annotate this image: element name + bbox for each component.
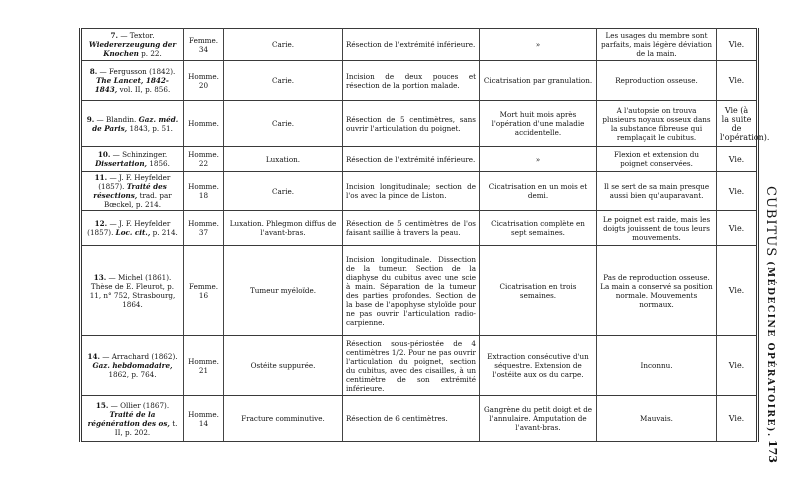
source-reference: 8. — Fergusson (1842). The Lancet, 1842-1843, vol. II, p. 856.: [89, 67, 176, 94]
outcome-text: Vie.: [728, 76, 745, 85]
table-row: [81, 172, 758, 211]
patient-age: 22: [198, 159, 209, 168]
outcome-cell: [717, 211, 758, 246]
case-number: 14.: [87, 352, 100, 361]
result-cell: [597, 396, 717, 442]
disease-text: Luxation.: [265, 154, 301, 164]
source-reference: 12. — J. F. Heyfelder (1857). Loc. cit., p. 214.: [87, 219, 178, 237]
suites-text: Cicatrisation en un mois et demi.: [488, 182, 588, 200]
table-row: [81, 101, 758, 147]
suites-cell: [480, 172, 597, 211]
case-author: Schinzinger.: [122, 150, 168, 159]
outcome-cell: [717, 246, 758, 336]
running-head: [763, 186, 778, 438]
operation-text: Résection sous-périostée de 4 centimètres 1/2. Pour ne pas ouvrir l'articulation du poignet, section du cubitus, avec des cisailles, à un centimètre de son extrémité inférieure.: [346, 338, 476, 393]
source-reference: 11. — J. F. Heyfelder (1857). Traité des résections, trad. par Bœckel, p. 214.: [93, 173, 172, 209]
source-page: t. II, p. 202.: [114, 418, 178, 437]
case-author: Textor.: [129, 31, 155, 40]
source-page: 1843, p. 51.: [129, 123, 173, 133]
source-title: Traité de la régénération des os,: [87, 409, 170, 428]
patient-sex: Femme.: [188, 35, 219, 45]
case-author: J. F. Heyfelder (1857).: [87, 219, 171, 237]
outcome-cell: [717, 336, 758, 396]
source-cell: [81, 61, 184, 101]
patient-sex: Homme.: [188, 356, 219, 366]
sex-age-cell: [184, 172, 224, 211]
table-row: [81, 246, 758, 336]
patient-sex: Homme.: [188, 150, 219, 159]
suites-cell: [480, 396, 597, 442]
table-row: [81, 147, 758, 172]
disease-cell: [224, 172, 343, 211]
case-number: 13.: [93, 272, 107, 282]
disease-text: Carie.: [271, 186, 295, 196]
source-title: Wiedererzeugung der Knochen: [88, 40, 177, 58]
patient-sex: Homme.: [188, 182, 219, 191]
operation-cell: [343, 211, 480, 246]
source-reference: 14. — Arrachard (1862). Gaz. hebdomadaire, 1862, p. 764.: [87, 352, 178, 379]
suites-text: Gangrène du petit doigt et de l'annulaire. Amputation de l'avant-bras.: [483, 405, 593, 432]
case-number: 7.: [110, 31, 119, 40]
case-number: 8.: [89, 67, 98, 76]
disease-text: Ostéite suppurée.: [250, 361, 316, 370]
case-author: Michel (1861).: [117, 272, 172, 282]
source-reference: 15. — Ollier (1867). Traité de la régénération des os, t. II, p. 202.: [87, 400, 178, 437]
outcome-text: Vie.: [728, 414, 745, 423]
result-cell: [597, 101, 717, 147]
source-cell: [81, 336, 184, 396]
operation-cell: [343, 246, 480, 336]
result-text: Pas de reproduction osseuse. La main a conservé sa position normale. Mouvements normaux.: [600, 272, 713, 309]
patient-age: 34: [198, 44, 209, 54]
sex-age-cell: [184, 29, 224, 61]
outcome-text: Vie.: [728, 186, 745, 196]
outcome-text: Vie.: [728, 154, 745, 164]
sex-age-cell: [184, 211, 224, 246]
source-page: Thèse de E. Fleurot, p. 11, n° 752, Strasbourg, 1864.: [89, 281, 176, 309]
result-text: Les usages du membre sont parfaits, mais légère déviation de la main.: [600, 31, 713, 58]
case-author: J. F. Heyfelder (1857).: [98, 173, 171, 191]
outcome-text: Vie.: [728, 40, 745, 49]
disease-cell: [224, 211, 343, 246]
result-cell: [597, 336, 717, 396]
suites-cell: [480, 147, 597, 172]
source-cell: [81, 147, 184, 172]
suites-text: Cicatrisation complète en sept semaines.: [491, 219, 585, 237]
patient-age: 37: [198, 228, 209, 237]
table-row: [81, 61, 758, 101]
suites-text: »: [535, 40, 541, 49]
source-cell: [81, 246, 184, 336]
running-head-sub: (MÉDECINE OPÉRATOIRE).: [765, 261, 775, 438]
table-row: [81, 211, 758, 246]
outcome-text: Vie.: [728, 286, 745, 295]
outcome-cell: [717, 147, 758, 172]
result-cell: [597, 246, 717, 336]
patient-age: 14: [198, 418, 209, 428]
suites-cell: [480, 246, 597, 336]
source-cell: [81, 101, 184, 147]
sex-age-cell: [184, 147, 224, 172]
source-cell: [81, 396, 184, 442]
patient-age: 20: [198, 80, 209, 90]
source-page: trad. par Bœckel, p. 214.: [103, 191, 172, 209]
suites-text: Cicatrisation en trois semaines.: [499, 281, 577, 300]
source-page: vol. II, p. 856.: [119, 85, 171, 94]
result-text: Mauvais.: [640, 414, 673, 423]
sex-age-cell: [184, 101, 224, 147]
case-author: Arrachard (1862).: [111, 352, 178, 361]
outcome-cell: [717, 396, 758, 442]
case-number: 12.: [94, 219, 108, 228]
patient-age: 16: [198, 290, 209, 300]
source-page: p. 214.: [152, 228, 178, 237]
case-author: Blandin.: [106, 114, 137, 124]
result-text: Le poignet est raide, mais les doigts jouissent de tous leurs mouvements.: [602, 214, 711, 242]
source-reference: 13. — Michel (1861). Thèse de E. Fleurot, p. 11, n° 752, Strasbourg, 1864.: [89, 272, 176, 309]
operation-cell: [343, 147, 480, 172]
operation-text: Résection de 6 centimètres.: [346, 414, 448, 423]
result-cell: [597, 211, 717, 246]
sex-age-cell: [184, 61, 224, 101]
source-reference: 7. — Textor. Wiedererzeugung der Knochen p. 22.: [88, 31, 177, 58]
operation-cell: [343, 101, 480, 147]
source-title: Dissertation,: [95, 159, 148, 168]
sex-age-cell: [184, 336, 224, 396]
patient-sex: Femme.: [188, 281, 219, 291]
suites-cell: [480, 336, 597, 396]
outcome-cell: [717, 101, 770, 147]
source-title: Gaz. méd. de Paris,: [92, 114, 179, 133]
table-row: [81, 396, 758, 442]
source-reference: 10. — Schinzinger. Dissertation, 1856.: [95, 150, 170, 168]
outcome-text: Vie (à la suite de l'opération).: [720, 105, 770, 142]
result-cell: [597, 61, 717, 101]
operation-text: Incision longitudinale. Dissection de la tumeur. Section de la diaphyse du cubitus avec une scie à main. Séparation de la tumeur des parties profondes. Section de la base de l'apophyse styloïde pour ne pas ouvrir l'articulation radio-carpienne.: [346, 254, 476, 327]
source-page: 1862, p. 764.: [108, 370, 157, 379]
result-text: Il se sert de sa main presque aussi bien qu'auparavant.: [603, 182, 710, 200]
source-cell: [81, 172, 184, 211]
disease-cell: [224, 336, 343, 396]
operation-text: Résection de 5 centimètres, sans ouvrir l'articulation du poignet.: [346, 114, 476, 133]
disease-cell: [224, 101, 343, 147]
result-cell: [597, 147, 717, 172]
disease-text: Carie.: [271, 40, 295, 49]
source-title: Gaz. hebdomadaire,: [92, 361, 173, 370]
source-reference: 9. — Blandin. Gaz. méd. de Paris, 1843, p. 51.: [86, 114, 179, 133]
disease-cell: [224, 147, 343, 172]
suites-text: Extraction consécutive d'un séquestre. Extension de l'ostéite aux os du carpe.: [487, 352, 589, 379]
outcome-cell: [717, 61, 758, 101]
disease-text: Carie.: [271, 119, 295, 128]
result-cell: [597, 172, 717, 211]
disease-cell: [224, 396, 343, 442]
source-cell: [81, 29, 184, 61]
operation-cell: [343, 396, 480, 442]
source-title: Loc. cit.,: [115, 228, 151, 237]
result-text: Flexion et extension du poignet conservées.: [613, 150, 700, 168]
suites-text: »: [535, 154, 541, 164]
operation-text: Résection de l'extrémité inférieure.: [346, 40, 476, 49]
suites-text: Cicatrisation par granulation.: [483, 76, 593, 85]
operation-text: Incision de deux pouces et résection de la portion malade.: [346, 71, 476, 90]
disease-cell: [224, 61, 343, 101]
disease-text: Luxation. Phlegmon diffus de l'avant-bras.: [229, 219, 337, 237]
source-page: 1856.: [149, 159, 170, 168]
patient-age: 21: [198, 365, 209, 375]
outcome-text: Vie.: [728, 361, 745, 370]
sex-age-cell: [184, 396, 224, 442]
result-text: A l'autopsie on trouva plusieurs noyaux osseux dans la substance fibreuse qui remplaçait le cubitus.: [602, 105, 711, 142]
case-number: 10.: [97, 150, 111, 159]
disease-text: Fracture comminutive.: [241, 414, 325, 423]
case-author: Ollier (1867).: [120, 400, 170, 410]
disease-text: Carie.: [271, 76, 295, 85]
disease-cell: [224, 29, 343, 61]
suites-cell: [480, 29, 597, 61]
outcome-text: Vie.: [728, 223, 745, 233]
disease-cell: [224, 246, 343, 336]
operation-cell: [343, 172, 480, 211]
operation-cell: [343, 61, 480, 101]
patient-sex: Homme.: [188, 219, 219, 228]
suites-cell: [480, 101, 597, 147]
source-title: The Lancet, 1842-1843,: [94, 76, 169, 94]
case-author: Fergusson (1842).: [108, 67, 176, 76]
result-text: Reproduction osseuse.: [615, 76, 698, 85]
operation-text: Résection de 5 centimètres de l'os faisant saillie à travers la peau.: [346, 219, 476, 237]
patient-sex: Homme.: [188, 119, 219, 128]
suites-cell: [480, 61, 597, 101]
source-cell: [81, 211, 184, 246]
source-title: Traité des résections,: [93, 182, 167, 200]
table-row: [81, 29, 758, 61]
patient-sex: Homme.: [188, 409, 219, 419]
outcome-cell: [717, 29, 758, 61]
suites-cell: [480, 211, 597, 246]
operation-cell: [343, 29, 480, 61]
suites-text: Mort huit mois après l'opération d'une maladie accidentelle.: [491, 110, 585, 137]
case-number: 9.: [86, 114, 95, 124]
result-cell: [597, 29, 717, 61]
operation-cell: [343, 336, 480, 396]
running-head-main: CUBITUS: [763, 186, 778, 258]
operation-text: Incision longitudinale; section de l'os avec la pince de Liston.: [346, 182, 476, 200]
sex-age-cell: [184, 246, 224, 336]
case-number: 15.: [95, 400, 109, 410]
patient-age: 18: [198, 191, 209, 200]
outcome-cell: [717, 172, 758, 211]
source-page: p. 22.: [141, 49, 162, 58]
table-row: [81, 336, 758, 396]
result-text: Inconnu.: [640, 361, 673, 370]
case-number: 11.: [94, 173, 108, 182]
operation-text: Résection de l'extrémité inférieure.: [346, 154, 476, 164]
disease-text: Tumeur myéloïde.: [249, 286, 317, 295]
patient-sex: Homme.: [188, 71, 219, 81]
page-number: 173: [766, 440, 779, 463]
